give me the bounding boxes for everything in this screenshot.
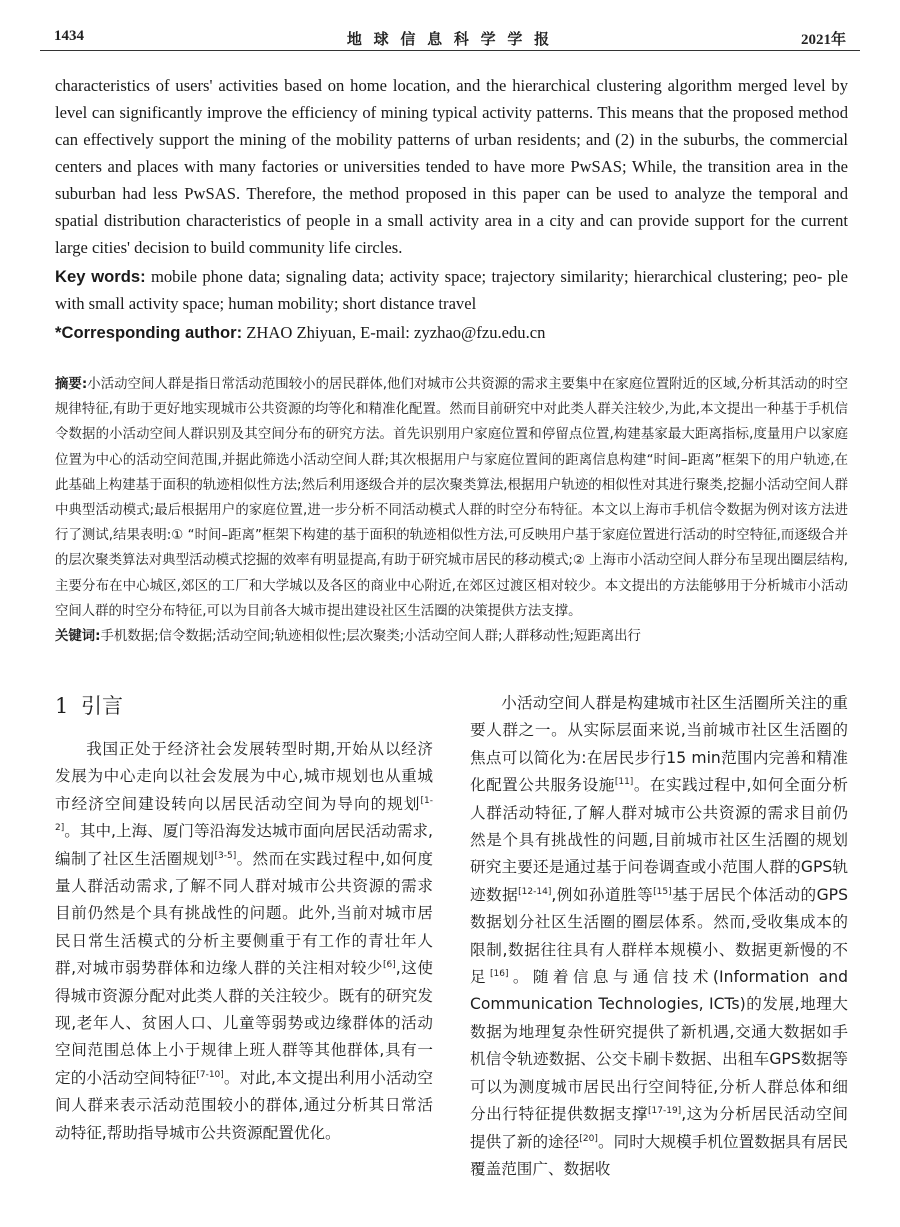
corresponding-author-text: ZHAO Zhiyuan, E-mail: zyzhao@fzu.edu.cn bbox=[246, 323, 546, 342]
chinese-keywords-text: 手机数据;信令数据;活动空间;轨迹相似性;层次聚类;小活动空间人群;人群移动性;短距离出行 bbox=[100, 629, 641, 645]
english-keywords bbox=[55, 263, 848, 317]
citation: [6] bbox=[383, 960, 396, 971]
citation: [20] bbox=[579, 1133, 598, 1144]
corresponding-author-label: *Corresponding author: bbox=[55, 323, 243, 342]
chinese-abstract bbox=[55, 372, 848, 649]
chinese-keywords-label: 关键词: bbox=[55, 629, 101, 645]
citation: [7-10] bbox=[196, 1069, 224, 1080]
chinese-abstract-paragraph bbox=[55, 372, 848, 624]
text-run: ,这为分析居民活动空间提供了新的途径 bbox=[470, 1105, 848, 1151]
text-run: ,例如孙道胜等 bbox=[551, 885, 654, 904]
journal-title: 地 球 信 息 科 学 学 报 bbox=[346, 32, 554, 48]
citation: [15] bbox=[653, 886, 672, 897]
citation: [12-14] bbox=[518, 886, 552, 897]
intro-paragraph-1 bbox=[55, 736, 433, 1147]
citation: [11] bbox=[614, 777, 634, 788]
text-run: 我国正处于经济社会发展转型时期,开始从以经济发展为中心走向以社会发展为中心,城市规划也从重城市经济空间建设转向以居民活动空间为导向的规划 bbox=[55, 740, 433, 813]
text-run: 。然而在实践过程中,如何度量人群活动需求,了解不同人群对城市公共资源的需求目前仍然是个具有挑战性的问题。此外,当前对城市居民日常生活模式的分析主要侧重于有工作的青壮年人群,对城市弱势群体和边缘人群的关注相对较少 bbox=[55, 849, 433, 978]
publication-year: 2021年 bbox=[800, 32, 846, 48]
section-title: 引言 bbox=[81, 694, 123, 718]
header-rule bbox=[40, 50, 860, 51]
corresponding-author bbox=[55, 319, 848, 346]
text-run: 。其中,上海、厦门等沿海发达城市面向居民活动需求,编制了社区生活圈规划 bbox=[55, 822, 433, 868]
text-run: 。同时大规模手机位置数据具有居民覆盖范围广、数据收 bbox=[470, 1132, 848, 1178]
chinese-abstract-text: 小活动空间人群是指日常活动范围较小的居民群体,他们对城市公共资源的需求主要集中在家庭位置附近的区域,分析其活动的时空规律特征,有助于更好地实现城市公共资源的均等化和精准化配置。然而目前研究中对此类人群关注较少,为此,本文提出一种基于手机信令数据的小活动空间人群识别及其空间分布的研究方法。首先识别用户家庭位置和停留点位置,构建基家最大距离指标,度量用户以家庭位置为中心的活动空间范围,并据此筛选小活动空间人群;其次根据用户与家庭位置间的距离信息构建“时间–距离”框架下的用户轨迹,在此基础上构建基于面积的轨迹相似性方法;然后利用逐级合并的层次聚类算法,根据用户轨迹的相似性对其进行聚类,挖掘小活动空间人群中典型活动模式;最后根据用户的家庭位置,进一步分析不同活动模式人群的时空分布特征。本文以上海市手机信令数据为例对该方法进行了测试,结果表明:① “时间–距离”框架下构建的基于面积的轨迹相似性方法,可反映用户基于家庭位置进行活动的时空特征,而逐级合并的层次聚类算法对典型活动模式挖掘的效率有明显提高,有助于研究城市居民的移动模式;② 上海市小活动空间人群分布呈现出圈层结构,主要分布在中心城区,郊区的工厂和大学城以及各区的商业中心附近,在郊区过渡区相对较少。本文提出的方法能够用于分析城市小活动空间人群的时空分布特征,可以为目前各大城市提出建设社区生活圈的决策提供方法支撑。 bbox=[55, 377, 848, 619]
citation: [3-5] bbox=[214, 850, 237, 861]
body-column-right bbox=[470, 690, 848, 1183]
section-number: 1 bbox=[55, 694, 69, 718]
page-header bbox=[40, 18, 860, 48]
english-abstract-text: characteristics of users' activities based on home location, and the hierarchical clustering algorithm merged level by level can significantly improve the efficiency of mining typical activity patterns. This means that the proposed method can effectively support the mining of the mobility patterns of urban residents; and (2) in the suburbs, the commercial centers and places with many factories or universities tended to have more PwSAS; While, the transition area in the suburban had less PwSAS. Therefore, the method proposed in this paper can be used to analyze the temporal and spatial distribution characteristics of people in a small activity area in a city and can provide support for the current large cities' decision to build community life circles. bbox=[55, 76, 848, 257]
citation: [17-19] bbox=[648, 1105, 682, 1116]
text-run: 基于居民个体活动的GPS数据划分社区生活圈的圈层体系。然而,受收集成本的限制,数据往往具有人群样本规模小、数据更新慢的不足 bbox=[470, 885, 848, 987]
english-abstract bbox=[55, 72, 848, 346]
english-keywords-label: Key words: bbox=[55, 267, 146, 286]
section-heading bbox=[55, 690, 433, 722]
text-run: ,这使得城市资源分配对此类人群的关注较少。既有的研究发现,老年人、贫困人口、儿童等弱势或边缘群体的活动空间范围总体上小于规律上班人群等其他群体,具有一定的小活动空间特征 bbox=[55, 959, 433, 1087]
english-keywords-text: mobile phone data; signaling data; activity space; trajectory similarity; hierarchical clustering; peo- ple with small activity space; human mobility; short distance travel bbox=[55, 267, 848, 313]
citation: [16] bbox=[490, 968, 509, 979]
intro-paragraph-2 bbox=[470, 690, 848, 1183]
citation: [1-2] bbox=[55, 795, 433, 834]
text-run: 。随着信息与通信技术(Information and Communication Technologies, ICTs)的发展,地理大数据为地理复杂性研究提供了新机遇,交通大数据如手机信令轨迹数据、公交卡刷卡数据、出租车GPS数据等可以为测度城市居民出行空间特征,分析人群总体和细分出行特征提供数据支撑 bbox=[470, 968, 848, 1124]
chinese-keywords bbox=[55, 624, 848, 649]
text-run: 。在实践过程中,如何全面分析人群活动特征,了解人群对城市公共资源的需求目前仍然是个具有挑战性的问题,目前城市社区生活圈的规划研究主要还是通过基于问卷调查或小范围人群的GPS轨迹数据 bbox=[470, 776, 848, 904]
text-run: 。对此,本文提出利用小活动空间人群来表示活动范围较小的群体,通过分析其日常活动特征,帮助指导城市公共资源配置优化。 bbox=[55, 1068, 433, 1142]
body-column-left bbox=[55, 690, 433, 1147]
chinese-abstract-label: 摘要: bbox=[55, 377, 88, 392]
text-run: 小活动空间人群是构建城市社区生活圈所关注的重要人群之一。从实际层面来说,当前城市社区生活圈的焦点可以简化为:在居民步行15 min范围内完善和精准化配置公共服务设施 bbox=[470, 694, 848, 795]
page-number: 1434 bbox=[54, 28, 84, 44]
